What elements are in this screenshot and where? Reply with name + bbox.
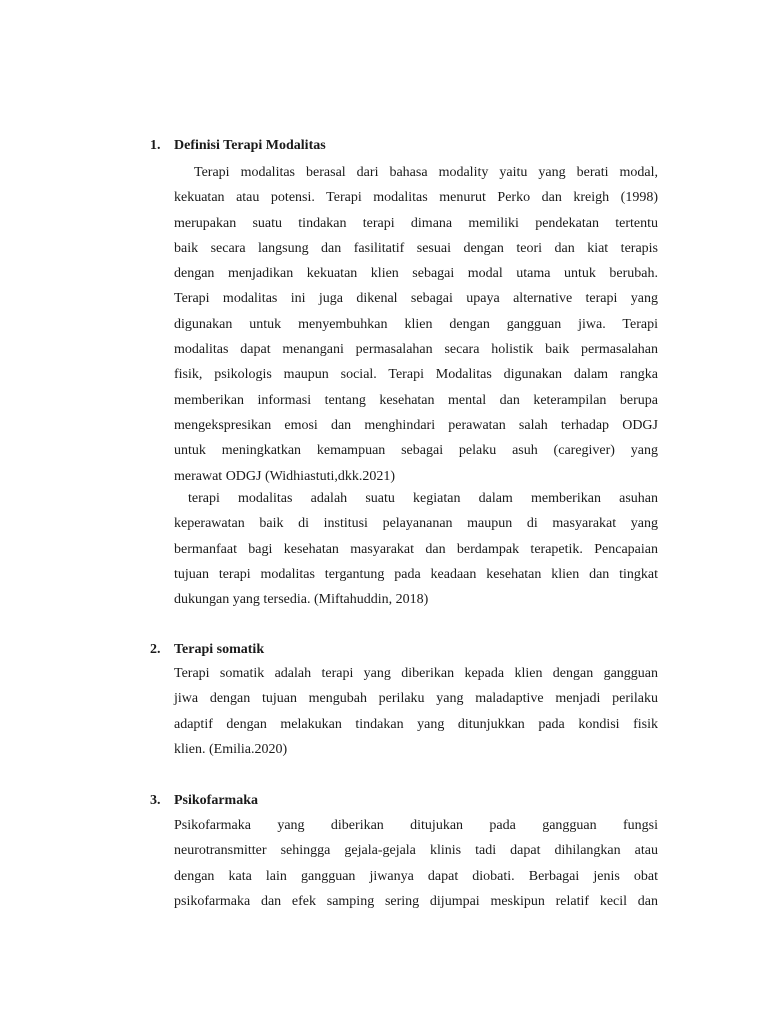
text-line: fisik, psikologis maupun social. Terapi Modalitas digunakan dalam rangka [174, 367, 658, 383]
text-line: mengekspresikan emosi dan menghindari perawatan salah terhadap ODGJ [174, 417, 658, 433]
text-line: psikofarmaka dan efek samping sering dijumpai meskipun relatif kecil dan [174, 893, 658, 909]
text-line: Psikofarmaka yang diberikan ditujukan pada gangguan fungsi [174, 818, 658, 833]
text-line: Terapi modalitas berasal dari bahasa modality yaitu yang berati modal, [194, 165, 658, 180]
text-line: Terapi somatik adalah terapi yang diberikan kepada klien dengan gangguan [174, 666, 658, 681]
text-line: merawat ODGJ (Widhiastuti,dkk.2021) [174, 468, 396, 484]
section-heading-2 [150, 641, 264, 659]
section-title: Definisi Terapi Modalitas [174, 138, 326, 153]
text-line: terapi modalitas adalah suatu kegiatan dalam memberikan asuhan [188, 491, 658, 506]
text-line: memberikan informasi tentang kesehatan mental dan keterampilan berupa [174, 392, 658, 408]
section-heading-3 [150, 792, 258, 810]
text-line: keperawatan baik di institusi pelayananan maupun di masyarakat yang [174, 516, 658, 532]
section-number: 1. [150, 138, 161, 153]
section-number: 2. [150, 642, 161, 657]
text-line: bermanfaat bagi kesehatan masyarakat dan berdampak terapetik. Pencapaian [174, 541, 658, 557]
section-3-paragraph-1 [174, 813, 658, 914]
text-line: untuk meningkatkan kemampuan sebagai pelaku asuh (caregiver) yang [174, 443, 658, 459]
text-line: digunakan untuk menyembuhkan klien dengan gangguan jiwa. Terapi [174, 316, 658, 332]
text-line: modalitas dapat menangani permasalahan secara holistik baik permasalahan [174, 342, 658, 358]
section-1-paragraph-2 [174, 486, 658, 612]
text-line: baik secara langsung dan fasilitatif sesuai dengan teori dan kiat terapis [174, 240, 658, 256]
text-line: kekuatan atau potensi. Terapi modalitas menurut Perko dan kreigh (1998) [174, 190, 658, 206]
section-heading-1 [150, 137, 326, 155]
text-line: dengan kata lain gangguan jiwanya dapat diobati. Berbagai jenis obat [174, 868, 658, 884]
text-line: merupakan suatu tindakan terapi dimana memiliki pendekatan tertentu [174, 215, 658, 231]
text-line: adaptif dengan melakukan tindakan yang ditunjukkan pada kondisi fisik [174, 716, 658, 732]
section-number: 3. [150, 793, 161, 808]
text-line: dengan menjadikan kekuatan klien sebagai modal utama untuk berubah. [174, 266, 658, 282]
text-line: Terapi modalitas ini juga dikenal sebagai upaya alternative terapi yang [174, 291, 658, 307]
text-line: tujuan terapi modalitas tergantung pada keadaan kesehatan klien dan tingkat [174, 566, 658, 582]
text-line: dukungan yang tersedia. (Miftahuddin, 2018) [174, 592, 429, 608]
section-2-paragraph-1 [174, 661, 658, 762]
text-line: neurotransmitter sehingga gejala-gejala klinis tadi dapat dihilangkan atau [174, 843, 658, 859]
section-1-paragraph-1 [174, 160, 658, 489]
section-title: Psikofarmaka [174, 793, 258, 808]
section-title: Terapi somatik [174, 642, 265, 657]
text-line: klien. (Emilia.2020) [174, 741, 288, 757]
text-line: jiwa dengan tujuan mengubah perilaku yang maladaptive menjadi perilaku [174, 691, 658, 707]
